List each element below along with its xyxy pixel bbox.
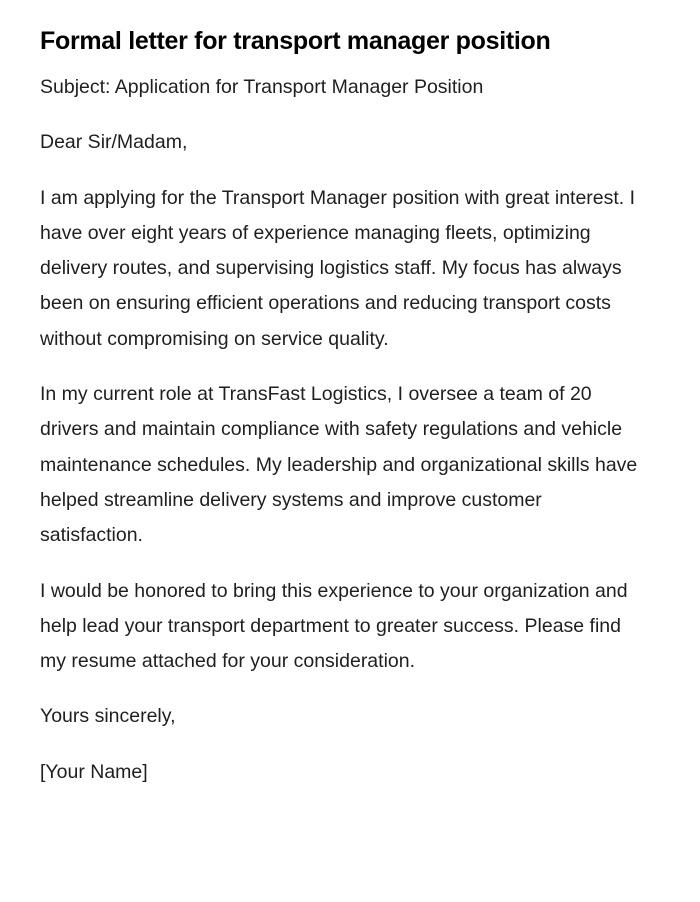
letter-subject: Subject: Application for Transport Manager Position xyxy=(40,76,484,98)
letter-signature: [Your Name] xyxy=(40,760,148,783)
letter-paragraph-2: In my current role at TransFast Logistics, I oversee a team of 20 drivers and maintain compliance with safety regulations and vehicle maintenance schedules. My leadership and organizational skills have helped streamline delivery systems and improve customer satisfaction. xyxy=(40,383,638,547)
letter-closing: Yours sincerely, xyxy=(40,705,176,728)
page-title: Formal letter for transport manager position xyxy=(40,27,551,55)
letter-paragraph-3: I would be honored to bring this experience to your organization and help lead your transport department to greater success. Please find my resume attached for your consideration. xyxy=(40,579,628,673)
letter-paragraph-1: I am applying for the Transport Manager position with great interest. I have over eight years of experience managing fleets, optimizing delivery routes, and supervising logistics staff. My focus has always been on ensuring efficient operations and reducing transport costs without compromising on service quality. xyxy=(40,186,636,350)
letter-salutation: Dear Sir/Madam, xyxy=(40,131,188,154)
letter-page xyxy=(40,24,640,810)
